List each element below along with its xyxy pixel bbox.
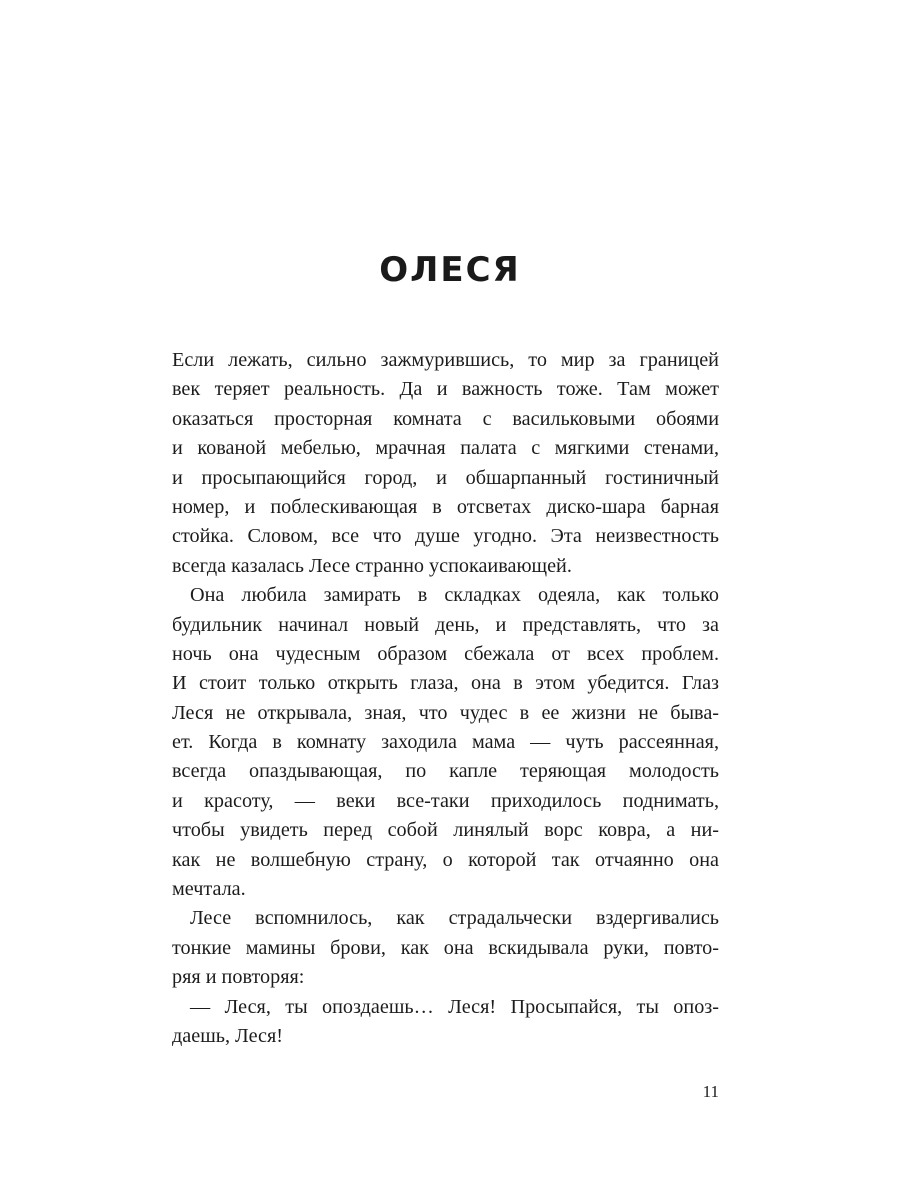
paragraph — [172, 581, 719, 904]
text-line: Она любила замирать в складках одеяла, как только — [190, 584, 719, 607]
text-line: ночь она чудесным образом сбежала от всех проблем. — [172, 642, 719, 665]
text-line: Лесе вспомнилось, как страдальчески вздергивались — [190, 907, 719, 930]
paragraph — [172, 993, 719, 1052]
text-line: И стоит только открыть глаза, она в этом убедится. Глаз — [172, 672, 719, 695]
text-line: Леся не открывала, зная, что чудес в ее жизни не быва- — [172, 701, 719, 724]
text-line: Если лежать, сильно зажмурившись, то мир за границей — [172, 349, 719, 371]
text-line: тонкие мамины брови, как она вскидывала руки, повто- — [172, 936, 719, 959]
text-line: ряя и повторяя: — [172, 966, 305, 989]
text-line: всегда опаздывающая, по капле теряющая молодость — [172, 760, 719, 783]
text-line: номер, и поблескивающая в отсветах диско-шара барная — [172, 495, 719, 518]
text-line: и просыпающийся город, и обшарпанный гостиничный — [172, 466, 719, 489]
body-text — [172, 346, 719, 1051]
text-line: и кованой мебелью, мрачная палата с мягкими стенами, — [172, 437, 719, 460]
paragraph — [172, 904, 719, 992]
text-line: мечтала. — [172, 878, 246, 901]
text-line: ет. Когда в комнату заходила мама — чуть рассеянная, — [172, 731, 719, 754]
text-line: даешь, Леся! — [172, 1024, 284, 1047]
text-line: оказаться просторная комната с васильковыми обоями — [172, 407, 719, 430]
text-line: век теряет реальность. Да и важность тоже. Там может — [172, 378, 719, 401]
text-line: всегда казалась Лесе странно успокаивающей. — [172, 554, 572, 577]
text-line: и красоту, — веки все-таки приходилось поднимать, — [172, 789, 719, 812]
page-number: 11 — [702, 1082, 719, 1101]
text-line: чтобы увидеть перед собой линялый ворс ковра, а ни- — [172, 819, 719, 842]
paragraph — [172, 346, 719, 581]
text-line: будильник начинал новый день, и представлять, что за — [172, 613, 719, 636]
text-line: как не волшебную страну, о которой так отчаянно она — [172, 848, 719, 871]
text-line: — Леся, ты опоздаешь… Леся! Просыпайся, ты опоз- — [190, 995, 719, 1018]
chapter-title: ОЛЕСЯ — [379, 250, 521, 290]
text-line: стойка. Словом, все что душе угодно. Эта неизвестность — [172, 525, 719, 548]
